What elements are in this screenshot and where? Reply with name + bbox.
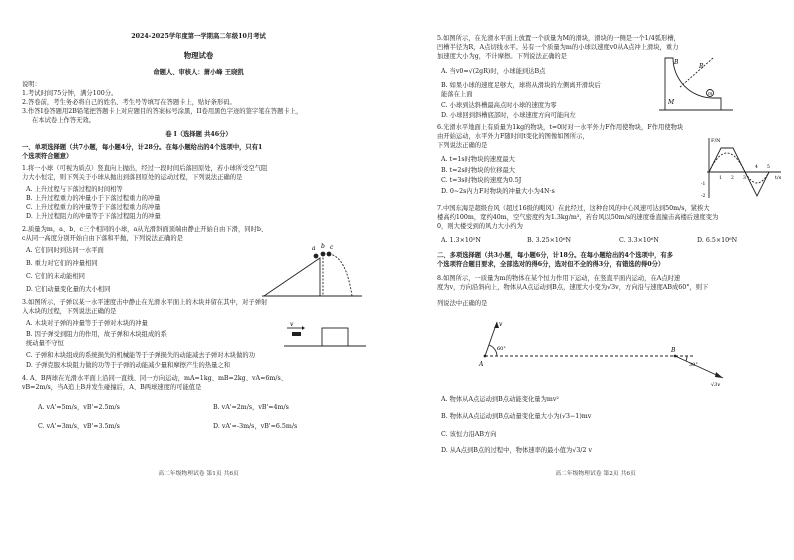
q7-option-a: A. 1.3×10⁵N [441, 237, 481, 244]
label-r: R [699, 63, 704, 70]
q2-option-d: D. 它们动量变化量的大小相同 [26, 286, 111, 293]
velocity-label: v [290, 321, 294, 328]
angle-arc-a [489, 345, 497, 356]
q5-option-b: B. 如果小球的速度足够大，球将从滑块的左侧离开滑块后 [441, 82, 601, 89]
point-b [674, 355, 677, 358]
tick-neg1: -1 [701, 182, 706, 187]
q5-option-c: C. 小球到达斜槽最高点时小球的速度为零 [441, 102, 557, 109]
note-line: 2.答卷前，考生务必将自己的姓名、考生号等填写在答题卡上，贴好条形码。 [22, 99, 236, 106]
q8-figure [475, 316, 735, 386]
q8-stem: 8.如图所示，一质量为m的物体在某个恒力作用下运动，在竖直平面内运动，在A点时速 [437, 275, 681, 282]
q6-option-c: C. t=3s时物块的速度为0.5J [441, 177, 522, 184]
bullet [292, 332, 301, 336]
q7-option-c: C. 3.3×10⁶N [619, 237, 659, 244]
exam-header: 2024-2025学年度第一学期高二年级10月考试 [131, 33, 266, 40]
q2-option-b: B. 重力对它们的冲量相同 [26, 260, 98, 267]
page-footer: 高二年级物理试卷 第1页 共6页 [158, 471, 239, 477]
t-axis-label: t/s [775, 175, 782, 181]
q3-option-b: B. 因子弹受到阻力的作用，故子弹和木块组成的系 [26, 331, 167, 338]
q1-option-d: D. 上升过程阻力的冲量等于下落过程阻力的冲量 [26, 213, 161, 220]
ball-a [314, 254, 319, 259]
note-line: 在本试卷上作答无效。 [32, 117, 95, 124]
q4-option-d: D. vA'=-3m/s，vB'=6.5m/s [213, 423, 298, 430]
notes-title: 说明： [22, 81, 41, 88]
q6-option-b: B. t=2s时物块的位移最大 [441, 167, 516, 174]
tick-2: 2 [731, 176, 734, 181]
q4-option-b: B. vA'=2m/s，vB'=4m/s [213, 404, 289, 411]
page-footer: 高二年级物理试卷 第2页 共6页 [555, 471, 636, 477]
q1-option-c: C. 上升过程重力的冲量等于下落过程重力的冲量 [26, 204, 161, 211]
projectile-path [329, 254, 352, 296]
q5-stem: 凹槽半径为R，A点切线水平。另有一个质量为m的小球以速度v0从A点冲上滑块，重力 [437, 44, 679, 51]
q1-option-b: B. 上升过程重力的冲量小于下落过程重力的冲量 [26, 195, 161, 202]
q4-stem: vB=2m/s，当A追上B并发生碰撞后，A、B两球速度的可能值是 [22, 384, 202, 391]
q6-option-a: A. t=1s时物块的速度最大 [441, 156, 515, 163]
label-b: B [674, 59, 679, 66]
q5-stem: 加速度大小为g，不计摩擦。下列说法正确的是 [437, 53, 567, 60]
label-angle-30: 30° [689, 362, 698, 368]
q1-stem: 1.将一小球（可视为质点）竖直向上抛出，经过一段时间后落回原处，若小球所受空气阻 [22, 165, 268, 172]
q7-stem: 7.中国东海是超级台风（超过16级的飓风）在此经过，这种台风的中心风速可达到50m/s，紧挨大 [437, 205, 710, 212]
q7-stem: 0，则大楼受到的风力大小约为 [437, 223, 523, 230]
tick-5: 5 [767, 165, 770, 170]
q6-stem: 6.光滑水平地面上有质量为1kg的物块，t=0时对一水平外力F作用使物块，F作用使物块 [437, 124, 684, 131]
point-a [484, 355, 487, 358]
q8-option-a: A. 物体从A点运动到B点动能变化量为mv² [441, 396, 559, 403]
q3-stem: 3.如图所示，子弹以某一水平速度击中静止在光滑水平面上的木块并留在其中，对子弹射 [22, 299, 268, 306]
q7-option-d: D. 6.5×10⁶N [697, 237, 738, 244]
label-b: b [321, 243, 325, 250]
label-ball-m: m [708, 92, 713, 97]
q5-option-a: A. 当v0=√(2gR)时，小球能到达B点 [441, 68, 546, 75]
q6-stem: 由开始运动，水平外力F随时间t变化的图像如图所示， [437, 133, 589, 140]
q6-option-d: D. 0~2s内力F对物块的冲量大小为4N·s [441, 188, 555, 195]
tick-neg2: -2 [701, 194, 706, 199]
q1-option-a: A. 上升过程与下落过程的时间相等 [26, 186, 123, 193]
tick-3: 3 [743, 176, 746, 181]
q3-stem: 入木块的过程，下列说法正确的是 [22, 308, 117, 315]
section2-intro: 二、多项选择题（共3小题，每小题6分，计18分。在每小题给出的4个选项中，有多 [437, 252, 674, 259]
q5-option-b-cont: 能落在上面 [441, 91, 473, 98]
q5-stem: 5.如图所示，在光滑水平面上放置一个质量为M的滑块，滑块的一侧是一个1/4弧形槽， [437, 35, 680, 42]
q6-figure [699, 136, 785, 202]
label-a: a [312, 245, 316, 252]
tick-4: 4 [755, 165, 758, 170]
q5-option-d: D. 小球回到斜槽底部时，小球速度方向可能向左 [441, 112, 576, 119]
label-b: B [671, 347, 676, 354]
q2-option-a: A. 它们同时到达同一水平面 [26, 247, 104, 254]
label-c: c [330, 244, 334, 251]
section1-intro: 一、单项选择题（共7小题，每小题4分，计28分。在每小题给出的4个选项中，只有1 [22, 144, 263, 151]
q8-option-d: D. 从A点到B点的过程中，物体速率的最小值为√3/2 v [441, 447, 593, 454]
q4-stem: 4. A、B两球在光滑水平面上沿同一直线、同一方向运动，mA=1kg、mB=2kg、vA=6m/s、 [22, 375, 287, 382]
block [322, 328, 348, 346]
f-axis-label: F/N [711, 138, 721, 144]
note-line: 1.考试时间75分钟，满分100分。 [22, 90, 118, 97]
label-mass-m: M [668, 99, 675, 106]
tick-1: 1 [719, 176, 722, 181]
arrow-head-b [715, 372, 723, 378]
q8-stem: 列说法中正确的是 [437, 300, 488, 307]
q7-stem: 楼高约100m，宽约40m，空气密度约为1.3kg/m³，若台风以50m/s的速度垂直撞击高楼后速度变为 [437, 214, 719, 221]
q1-stem: 力大小恒定，则下列关于小球从抛出到落回原处的运动过程，下列说法正确的是 [22, 174, 243, 181]
q3-option-a: A. 木块对子弹的冲量等于子弹对木块的冲量 [26, 320, 148, 327]
q2-figure [258, 238, 368, 302]
label-v: v [499, 321, 503, 328]
angle-arc-b [686, 356, 687, 361]
radius-line [679, 58, 713, 88]
label-a: A [479, 361, 484, 368]
section2-intro: 个选项符合题目要求，全部选对的得6分，选对但不全的得3分，有错选的得0分） [437, 261, 665, 268]
q5-figure [659, 52, 735, 114]
q4-option-a: A. vA'=5m/s，vB'=2.5m/s [38, 404, 120, 411]
q6-stem: 下列说法正确的是 [437, 142, 488, 149]
q3-option-c: C. 子弹和木块组成的系统损失的机械能等于子弹损失的动能减去子弹对木块做的功 [26, 352, 255, 359]
section1-intro: 个选项符合题意） [22, 153, 73, 160]
q3-figure [282, 322, 368, 350]
q8-option-b: B. 物体从A点运动到B点动量变化量大小为(√3−1)mv [441, 413, 592, 420]
incline [264, 258, 320, 296]
q2-stem: c从同一高度分别开始自由下落和平抛，下列说法正确的是 [22, 235, 183, 242]
q2-stem: 2.质量为m，a、b、c三个相同的小球，a从光滑斜面顶端由静止开始自由下滑，同时b、 [22, 226, 268, 233]
right-page [397, 0, 794, 560]
q2-option-c: C. 它们的末动能相同 [26, 273, 85, 280]
q3-option-b-cont: 统动量不守恒 [26, 340, 64, 347]
q7-option-b: B. 3.25×10⁶N [527, 237, 571, 244]
arrow-head [302, 326, 305, 330]
force-curve-aux [709, 153, 769, 183]
authors-line: 命题人、审核人：萧小峰 王晓凯 [153, 69, 244, 76]
subject-title: 物理试卷 [183, 51, 214, 60]
label-sqrt3v: √3v [711, 382, 721, 388]
label-angle-60: 60° [497, 346, 506, 352]
section1-title: 卷 I（选择题 共46分） [165, 131, 232, 138]
q8-option-c: C. 该恒力沿AB方向 [441, 431, 497, 438]
q8-stem: 度为v，方向沿斜向上，物体从A点运动到B点，速度大小变为√3v，方向沿与速度AB成60°，则下 [437, 284, 709, 291]
note-line: 3.作答I卷答题用2B铅笔把答题卡上对应题目的答案标号涂黑，II卷用黑色字迹的签字笔在答题卡上， [22, 108, 303, 115]
q4-option-c: C. vA'=3m/s，vB'=3.5m/s [38, 423, 120, 430]
q3-option-d: D. 子弹克服木块阻力做的功等于子弹的动能减少量和摩擦产生的热量之和 [26, 362, 231, 369]
